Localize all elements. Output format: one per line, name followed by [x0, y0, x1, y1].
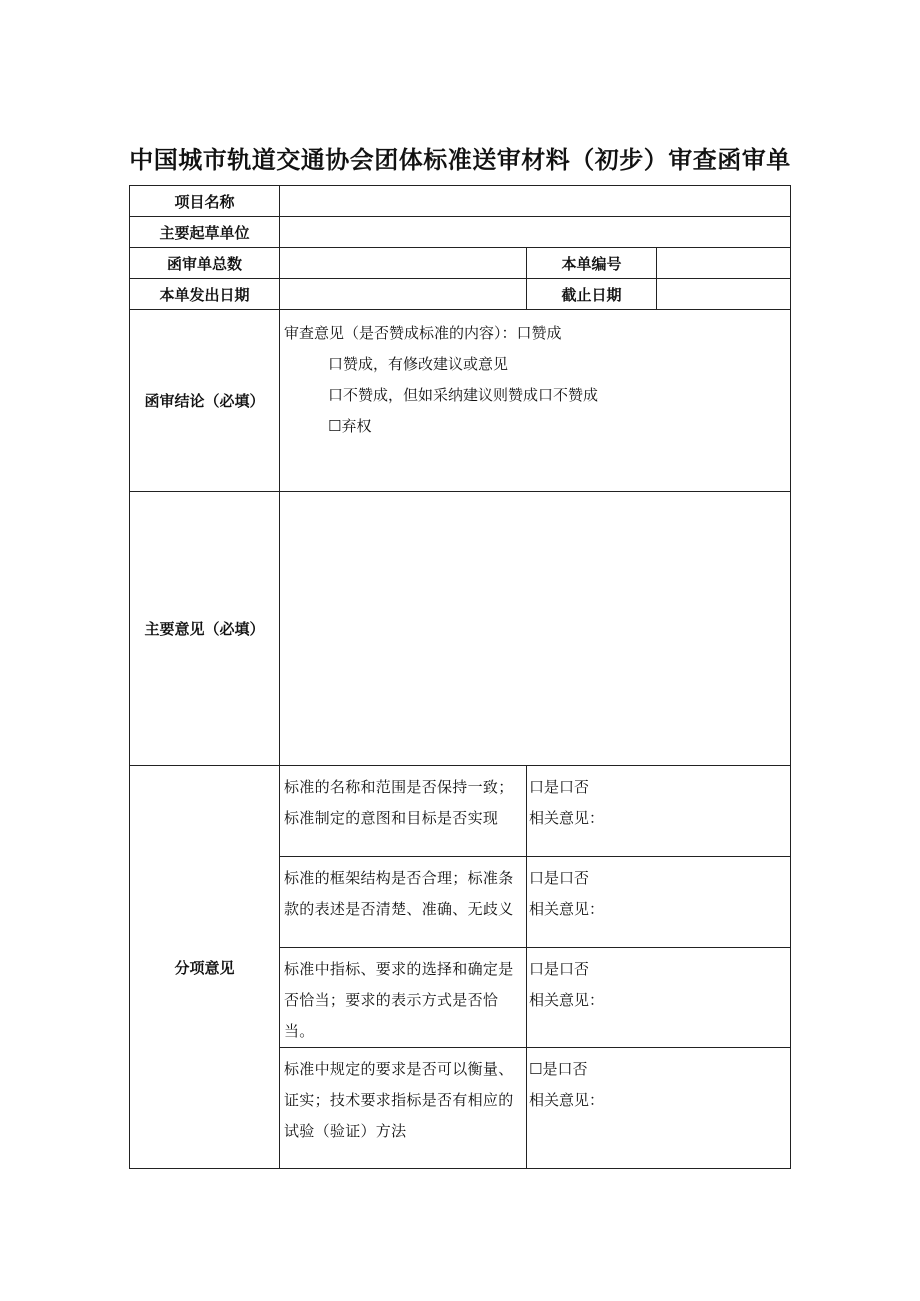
yes-no-checkbox-4[interactable]: ☐是口否: [529, 1060, 588, 1078]
itemized-answer-4[interactable]: [527, 1048, 791, 1169]
conclusion-line-3: 口不赞成，但如采纳建议则赞成口不赞成: [328, 386, 599, 404]
itemized-label: 分项意见: [130, 766, 280, 1169]
row-conclusion: [130, 310, 791, 492]
row-total-count: [130, 248, 791, 279]
project-name-field[interactable]: [280, 186, 791, 217]
drafting-unit-field[interactable]: [280, 217, 791, 248]
yes-no-checkbox-3[interactable]: 口是口否: [529, 960, 590, 978]
conclusion-options[interactable]: [280, 310, 791, 492]
itemized-answer-2[interactable]: [527, 857, 791, 948]
row-issue-date: [130, 279, 791, 310]
page-title: 中国城市轨道交通协会团体标准送审材料（初步）审查函审单: [129, 146, 791, 174]
row-drafting-unit: [130, 217, 791, 248]
related-opinion-1: 相关意见：: [529, 809, 605, 827]
form-number-label: 本单编号: [527, 248, 657, 279]
project-name-label: 项目名称: [130, 186, 280, 217]
related-opinion-2: 相关意见：: [529, 900, 605, 918]
total-count-label: 函审单总数: [130, 248, 280, 279]
itemized-row-1: [130, 766, 791, 857]
row-main-opinion: [130, 492, 791, 766]
yes-no-checkbox-1[interactable]: 口是口否: [529, 778, 590, 796]
itemized-question-4: 标准中规定的要求是否可以衡量、证实；技术要求指标是否有相应的试验（验证）方法: [280, 1048, 527, 1169]
issue-date-field[interactable]: [280, 279, 527, 310]
conclusion-line-2: 口赞成，有修改建议或意见: [328, 355, 509, 373]
itemized-question-2: 标准的框架结构是否合理；标准条款的表述是否清楚、准确、无歧义: [280, 857, 527, 948]
deadline-label: 截止日期: [527, 279, 657, 310]
issue-date-label: 本单发出日期: [130, 279, 280, 310]
deadline-field[interactable]: [657, 279, 791, 310]
main-opinion-field[interactable]: [280, 492, 791, 766]
itemized-question-3: 标准中指标、要求的选择和确定是否恰当；要求的表示方式是否恰当。: [280, 948, 527, 1048]
review-form-table: [129, 185, 791, 1169]
drafting-unit-label: 主要起草单位: [130, 217, 280, 248]
conclusion-line-4: ☐弃权: [328, 417, 372, 435]
row-project-name: [130, 186, 791, 217]
form-number-field[interactable]: [657, 248, 791, 279]
total-count-field[interactable]: [280, 248, 527, 279]
main-opinion-label: 主要意见（必填）: [130, 492, 280, 766]
yes-no-checkbox-2[interactable]: 口是口否: [529, 869, 590, 887]
itemized-answer-1[interactable]: [527, 766, 791, 857]
conclusion-label: 函审结论（必填）: [130, 310, 280, 492]
itemized-answer-3[interactable]: [527, 948, 791, 1048]
itemized-question-1: 标准的名称和范围是否保持一致；标准制定的意图和目标是否实现: [280, 766, 527, 857]
conclusion-line-1: 审查意见（是否赞成标准的内容）：口赞成: [284, 324, 562, 342]
related-opinion-3: 相关意见：: [529, 991, 605, 1009]
related-opinion-4: 相关意见：: [529, 1091, 605, 1109]
